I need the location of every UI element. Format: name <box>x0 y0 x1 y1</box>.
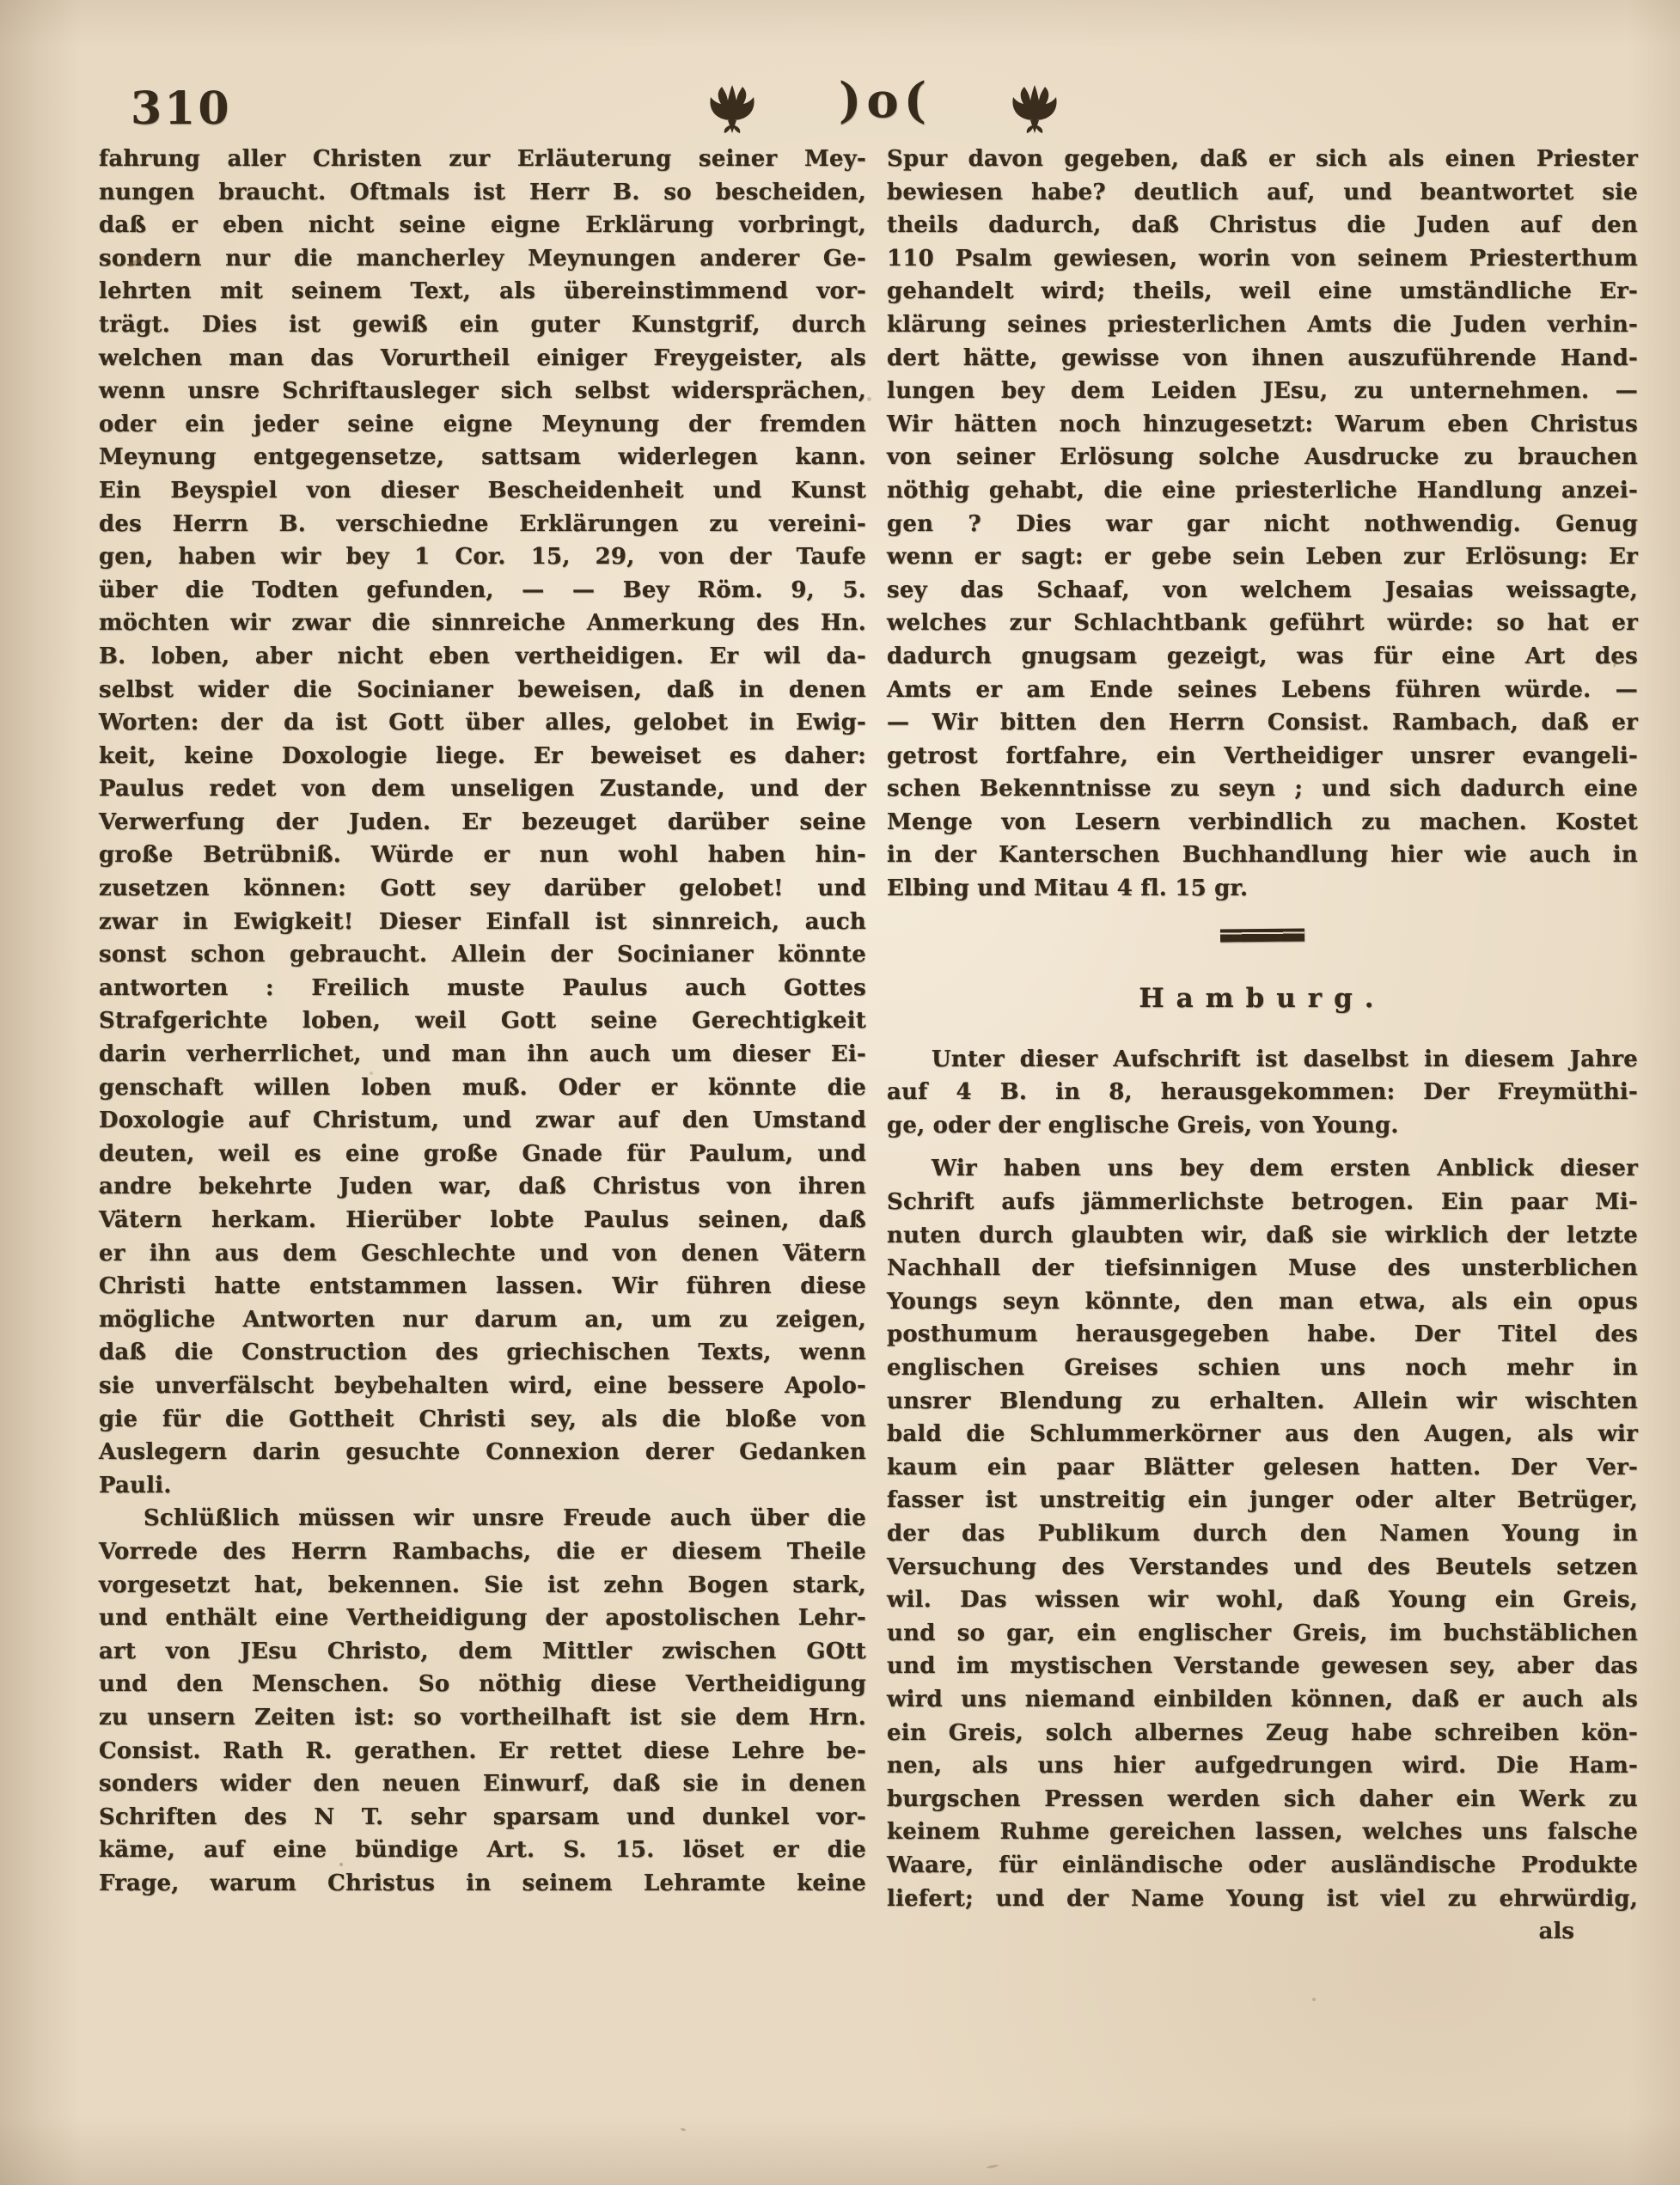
text-line: nen, als uns hier aufgedrungen wird. Die Ham- <box>887 1753 1638 1779</box>
text-line: Nachhall der tiefsinnigen Muse des unsterblichen <box>887 1255 1638 1282</box>
text-line: Vätern herkam. Hierüber lobte Paulus seinen, daß <box>99 1207 866 1233</box>
text-line: Ein Beyspiel von dieser Bescheidenheit und Kunst <box>99 477 866 504</box>
text-line: lungen bey dem Leiden JEsu, zu unternehmen. — <box>887 378 1638 405</box>
text-line: Elbing und Mitau 4 fl. 15 gr. <box>887 876 1249 902</box>
text-line: Christi hatte entstammen lassen. Wir führen diese <box>99 1273 866 1300</box>
text-line: — Wir bitten den Herrn Consist. Rambach, daß er <box>887 710 1638 736</box>
text-line: gie für die Gottheit Christi sey, als die bloße von <box>99 1406 866 1432</box>
text-line: über die Todten gefunden, — — Bey Röm. 9, 5. <box>99 577 866 603</box>
text-line: wenn unsre Schriftausleger sich selbst widersprächen, <box>99 378 866 405</box>
text-line: gen ? Dies war gar nicht nothwendig. Genug <box>887 510 1638 537</box>
page-number: 310 <box>131 82 232 135</box>
text-line: andre bekehrte Juden war, daß Christus von ihren <box>99 1174 866 1200</box>
text-line: fahrung aller Christen zur Erläuterung seiner Mey- <box>99 146 866 172</box>
text-line: sondern nur die mancherley Meynungen anderer Ge- <box>99 245 866 272</box>
text-line: dert hätte, gewisse von ihnen auszuführende Hand- <box>887 345 1638 371</box>
text-line: zwar in Ewigkeit! Dieser Einfall ist sinnreich, auch <box>99 908 866 935</box>
text-line: keinem Ruhme gereichen lassen, welches uns falsche <box>887 1819 1638 1846</box>
text-line: gehandelt wird; theils, weil eine umständliche Er- <box>887 278 1638 305</box>
text-line: er ihn aus dem Geschlechte und von denen Vätern <box>99 1240 866 1266</box>
text-line: darin verherrlichet, und man ihn auch um dieser Ei- <box>99 1041 866 1068</box>
paragraph <box>99 143 866 1502</box>
text-line: oder ein jeder seine eigne Meynung der fremden <box>99 411 866 437</box>
text-line: Waare, für einländische oder ausländische Produkte <box>887 1852 1638 1878</box>
paper-speck <box>987 2164 999 2169</box>
text-line: dadurch gnugsam gezeigt, was für eine Art des <box>887 643 1638 669</box>
text-line: wird uns niemand einbilden können, daß er auch als <box>887 1686 1638 1712</box>
catchword: als <box>1538 1919 1574 1945</box>
text-line: gen, haben wir bey 1 Cor. 15, 29, von der Taufe <box>99 544 866 571</box>
paper-speck <box>867 397 871 401</box>
text-line: und den Menschen. So nöthig diese Vertheidigung <box>99 1671 866 1698</box>
left-column <box>99 143 866 1900</box>
text-line: getrost fortfahre, ein Vertheidiger unsrer evangeli- <box>887 742 1638 769</box>
text-line: schen Bekenntnisse zu seyn ; und sich dadurch eine <box>887 776 1638 803</box>
text-line: liefert; und der Name Young ist viel zu ehrwürdig, <box>887 1885 1638 1912</box>
text-line: daß die Construction des griechischen Texts, wenn <box>99 1340 866 1366</box>
text-line: antworten : Freilich muste Paulus auch Gottes <box>99 974 866 1001</box>
text-line: und so gar, ein englischer Greis, im buchstäblichen <box>887 1620 1638 1646</box>
paper-speck <box>681 2127 687 2131</box>
text-line: Unter dieser Aufschrift ist daselbst in diesem Jahre <box>932 1046 1638 1072</box>
text-line: kaum ein paar Blätter gelesen hatten. Der Ver- <box>887 1454 1638 1480</box>
paper-speck <box>1312 1998 1316 2001</box>
text-line: ge, oder der englische Greis, von Young. <box>887 1112 1399 1138</box>
text-line: große Betrübniß. Würde er nun wohl haben hin- <box>99 842 866 869</box>
text-line: deuten, weil es eine große Gnade für Paulum, und <box>99 1140 866 1167</box>
text-line: zusetzen können: Gott sey darüber gelobet! und <box>99 876 866 902</box>
text-line: nungen braucht. Oftmals ist Herr B. so bescheiden, <box>99 179 866 205</box>
text-line: lehrten mit seinem Text, als übereinstimmend vor- <box>99 278 866 305</box>
text-line: sonst schon gebraucht. Allein der Socinianer könnte <box>99 942 866 968</box>
text-line: der das Publikum durch den Namen Young in <box>887 1520 1638 1547</box>
shell-ornament-icon <box>1005 79 1064 143</box>
text-line: und enthält eine Vertheidigung der apostolischen Lehr- <box>99 1605 866 1632</box>
paragraph <box>887 1043 1638 1143</box>
text-line: Consist. Rath R. gerathen. Er rettet diese Lehre be- <box>99 1737 866 1764</box>
shell-ornament-icon <box>703 79 761 143</box>
paragraph <box>887 143 1638 906</box>
section-heading: Hamburg. <box>1139 982 1386 1014</box>
text-line: trägt. Dies ist gewiß ein guter Kunstgrif, durch <box>99 311 866 338</box>
text-line: selbst wider die Socinianer beweisen, daß in denen <box>99 676 866 703</box>
text-line: ein Greis, solch albernes Zeug habe schreiben kön- <box>887 1719 1638 1746</box>
text-line: fasser ist unstreitig ein junger oder alter Betrüger, <box>887 1487 1638 1514</box>
text-line: Wir hätten noch hinzugesetzt: Warum eben Christus <box>887 411 1638 437</box>
header-center-mark: )o( <box>838 72 932 129</box>
text-line: daß er eben nicht seine eigne Erklärung vorbringt, <box>99 212 866 239</box>
text-line: möchten wir zwar die sinnreiche Anmerkung des Hn. <box>99 610 866 637</box>
text-line: und im mystischen Verstande gewesen sey, aber das <box>887 1653 1638 1680</box>
text-line: des Herrn B. verschiedne Erklärungen zu vereini- <box>99 510 866 537</box>
text-line: Youngs seyn könnte, den man etwa, als ein opus <box>887 1288 1638 1315</box>
text-line: nuten durch glaubten wir, daß sie wirklich der letzte <box>887 1222 1638 1248</box>
text-line: von seiner Erlösung solche Ausdrucke zu brauchen <box>887 444 1638 471</box>
text-line: Strafgerichte loben, weil Gott seine Gerechtigkeit <box>99 1008 866 1035</box>
text-line: mögliche Antworten nur darum an, um zu zeigen, <box>99 1306 866 1333</box>
text-line: Auslegern darin gesuchte Connexion derer Gedanken <box>99 1439 866 1466</box>
text-line: welches zur Schlachtbank geführt würde: so hat er <box>887 610 1638 637</box>
text-line: bewiesen habe? deutlich auf, und beantwortet sie <box>887 179 1638 205</box>
text-line: käme, auf eine bündige Art. S. 15. löset er die <box>99 1837 866 1864</box>
text-line: bald die Schlummerkörner aus den Augen, als wir <box>887 1421 1638 1448</box>
paragraph <box>99 1502 866 1900</box>
text-line: wenn er sagt: er gebe sein Leben zur Erlösung: Er <box>887 544 1638 571</box>
text-line: Doxologie auf Christum, und zwar auf den Umstand <box>99 1108 866 1134</box>
text-line: Versuchung des Verstandes und des Beutels setzen <box>887 1553 1638 1580</box>
text-line: theils dadurch, daß Christus die Juden auf den <box>887 212 1638 239</box>
text-line: Worten: der da ist Gott über alles, gelobet in Ewig- <box>99 710 866 736</box>
text-line: englischen Greises schien uns noch mehr in <box>887 1355 1638 1381</box>
text-line: genschaft willen loben muß. Oder er könnte die <box>99 1074 866 1101</box>
text-line: nöthig gehabt, die eine priesterliche Handlung anzei- <box>887 477 1638 504</box>
text-line: Meynung entgegensetze, sattsam widerlegen kann. <box>99 444 866 471</box>
section-divider-rule <box>1220 928 1304 942</box>
text-line: B. loben, aber nicht eben vertheidigen. Er wil da- <box>99 643 866 669</box>
text-line: auf 4 B. in 8, herausgekommen: Der Freymüthi- <box>887 1079 1638 1106</box>
text-line: posthumum herausgegeben habe. Der Titel des <box>887 1321 1638 1348</box>
text-line: in der Kanterschen Buchhandlung hier wie auch in <box>887 842 1638 869</box>
text-line: sey das Schaaf, von welchem Jesaias weissagte, <box>887 577 1638 603</box>
text-line: Menge von Lesern verbindlich zu machen. Kostet <box>887 809 1638 835</box>
text-line: sie unverfälscht beybehalten wird, eine bessere Apolo- <box>99 1372 866 1399</box>
text-line: Schlüßlich müssen wir unsre Freude auch über die <box>144 1505 866 1532</box>
text-line: Amts er am Ende seines Lebens führen würde. — <box>887 676 1638 703</box>
paragraph <box>887 1152 1638 1915</box>
text-line: art von JEsu Christo, dem Mittler zwischen GOtt <box>99 1638 866 1664</box>
text-line: vorgesetzt hat, bekennen. Sie ist zehn Bogen stark, <box>99 1572 866 1598</box>
text-line: Verwerfung der Juden. Er bezeuget darüber seine <box>99 809 866 835</box>
text-line: Pauli. <box>99 1472 172 1498</box>
text-line: Schrift aufs jämmerlichste betrogen. Ein paar Mi- <box>887 1189 1638 1216</box>
right-column <box>887 143 1638 1949</box>
text-line: Schriften des N T. sehr sparsam und dunkel vor- <box>99 1804 866 1830</box>
text-line: Vorrede des Herrn Rambachs, die er diesem Theile <box>99 1538 866 1565</box>
text-line: wil. Das wissen wir wohl, daß Young ein Greis, <box>887 1587 1638 1614</box>
text-line: unsrer Blendung zu erhalten. Allein wir wischten <box>887 1388 1638 1414</box>
text-line: sonders wider den neuen Einwurf, daß sie in denen <box>99 1771 866 1797</box>
text-line: Frage, warum Christus in seinem Lehramte keine <box>99 1870 866 1896</box>
text-line: welchen man das Vorurtheil einiger Freygeister, als <box>99 345 866 371</box>
text-line: burgschen Pressen werden sich daher ein Werk zu <box>887 1785 1638 1812</box>
text-line: Wir haben uns bey dem ersten Anblick dieser <box>932 1156 1638 1182</box>
text-line: Paulus redet von dem unseligen Zustande, und der <box>99 776 866 803</box>
text-line: klärung seines priesterlichen Amts die Juden verhin- <box>887 311 1638 338</box>
text-line: 110 Psalm gewiesen, worin von seinem Priesterthum <box>887 245 1638 272</box>
text-line: keit, keine Doxologie liege. Er beweiset es daher: <box>99 742 866 769</box>
text-line: Spur davon gegeben, daß er sich als einen Priester <box>887 146 1638 172</box>
text-line: zu unsern Zeiten ist: so vortheilhaft ist sie dem Hrn. <box>99 1704 866 1730</box>
